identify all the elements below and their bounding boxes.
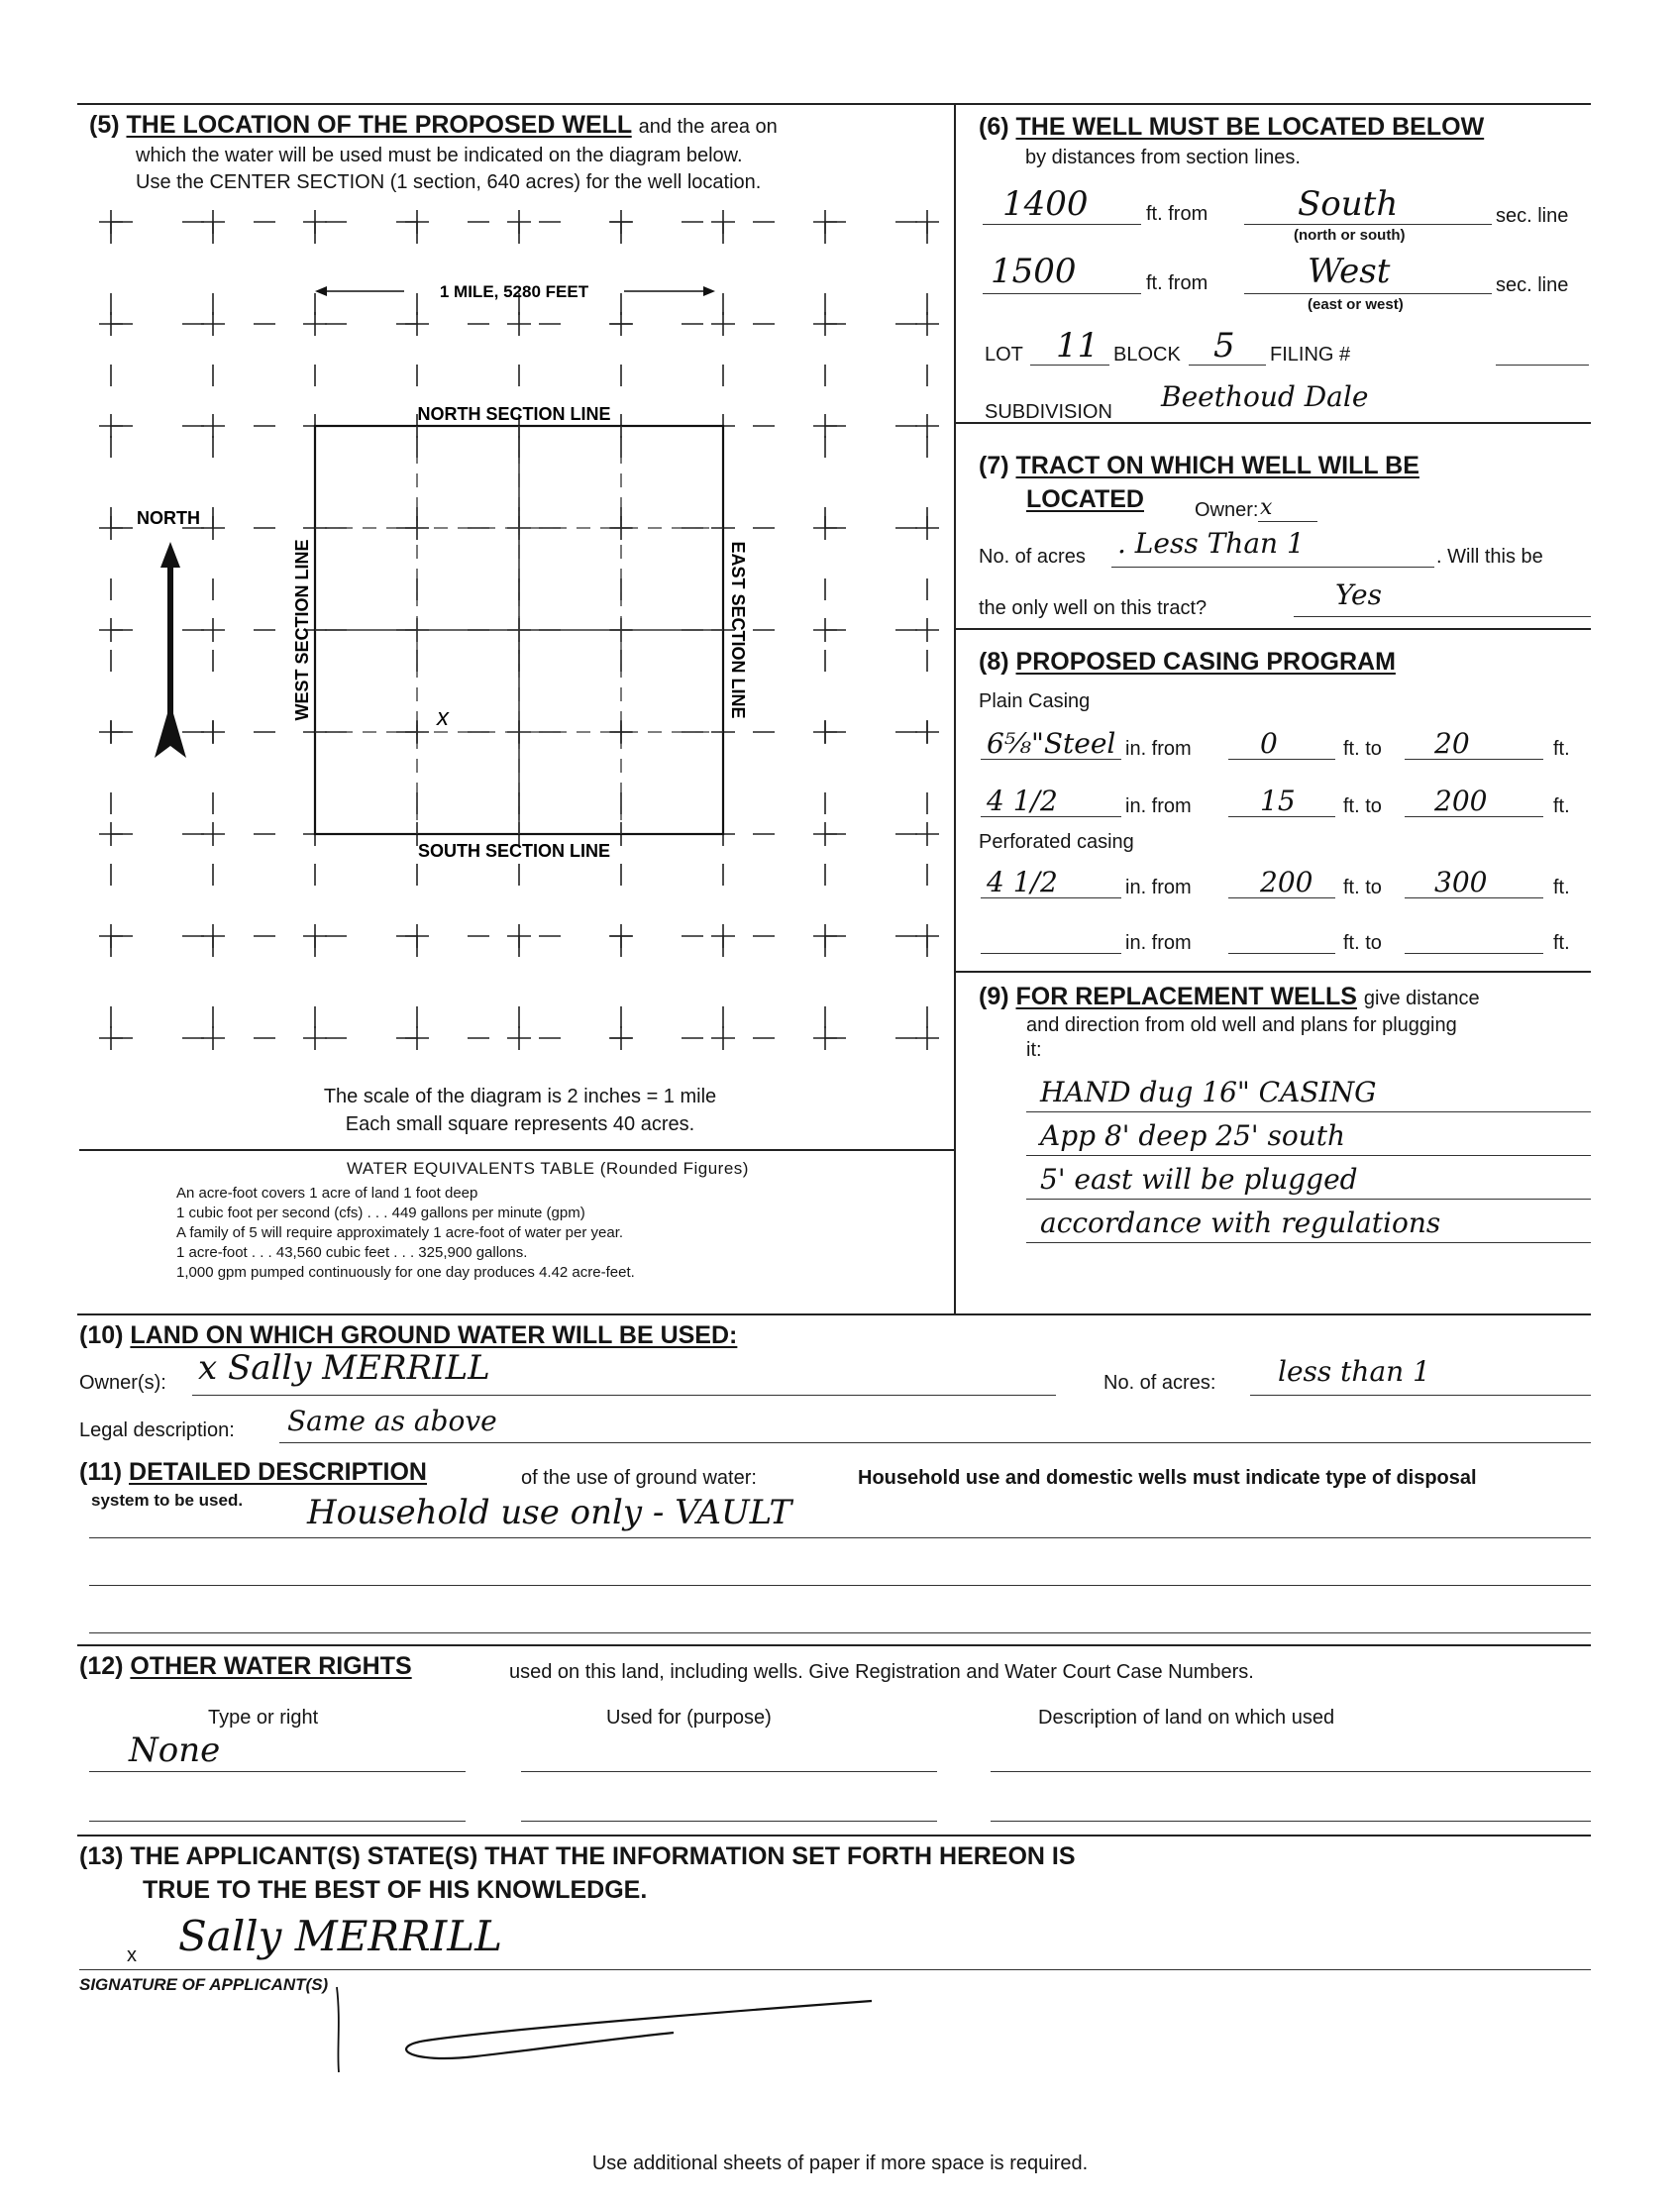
s13-number: (13) [79,1842,124,1870]
water-table-line: A family of 5 will require approximately 1 acre-foot of water per year. [176,1224,624,1241]
s9-answer-underline [1026,1242,1591,1243]
s11-disposal-instruction: Household use and domestic wells must indicate type of disposal [858,1467,1477,1489]
casing-in-from: in. from [1125,932,1192,954]
lot-label: LOT [985,344,1023,366]
s5-heading [89,111,778,139]
s12-number: (12) [79,1652,124,1680]
distance-2-direction: West [1308,252,1391,291]
s8-number: (8) [979,648,1009,676]
s11-number: (11) [79,1458,123,1486]
s10-acres-value: less than 1 [1278,1355,1430,1388]
s8-title: PROPOSED CASING PROGRAM [1015,648,1396,676]
casing-from-line [1228,953,1335,954]
s5-title-rest: and the area on [638,116,778,138]
casing-size-line [981,953,1121,954]
casing-to: 300 [1434,866,1488,898]
s9-answer-line: accordance with regulations [1040,1207,1441,1239]
s7-acres-value: . Less Than 1 [1117,527,1305,560]
distance-2-sec-line: sec. line [1496,274,1569,296]
s9-instruction-line3: it: [1026,1039,1042,1061]
s9-answer-underline [1026,1199,1591,1200]
distance-2-ft-from: ft. from [1146,272,1208,294]
casing-ft: ft. [1553,795,1570,817]
s6-subtitle: by distances from section lines. [1025,147,1301,168]
water-table-line: An acre-foot covers 1 acre of land 1 foot deep [176,1185,478,1202]
casing-from: 15 [1260,785,1296,817]
s9-answer-line: 5' east will be plugged [1040,1163,1358,1196]
north-arrow-icon [155,542,186,758]
s12-heading [79,1652,412,1680]
perforated-casing-label: Perforated casing [979,831,1134,853]
s8-bottom-rule [955,971,1591,973]
s11-title-rest: of the use of ground water: [521,1467,757,1489]
s13-statement-line2: TRUE TO THE BEST OF HIS KNOWLEDGE. [143,1876,648,1904]
s7-heading [979,452,1419,479]
s12-col-purpose: Used for (purpose) [606,1707,772,1729]
distance-2-value: 1500 [991,252,1077,291]
casing-from: 0 [1260,727,1278,760]
distance-1-sec-line: sec. line [1496,205,1569,227]
s5-title: THE LOCATION OF THE PROPOSED WELL [126,111,632,139]
signature-label: SIGNATURE OF APPLICANT(S) [79,1975,329,1994]
s12-answer: None [129,1731,221,1770]
casing-from: 200 [1260,866,1313,898]
s11-answer: Household use only - VAULT [307,1493,792,1532]
signature-flourish [297,1981,892,2090]
s9-answer-line: HAND dug 16" CASING [1040,1076,1377,1108]
block-label: BLOCK [1113,344,1181,366]
column-divider [954,103,956,1313]
s5-number: (5) [89,111,120,139]
casing-in-from: in. from [1125,738,1192,760]
s6-number: (6) [979,113,1009,141]
s8-heading [979,648,1396,676]
casing-ft-to: ft. to [1343,877,1382,898]
west-section-line-label: WEST SECTION LINE [292,539,312,721]
s13-statement-line1: THE APPLICANT(S) STATE(S) THAT THE INFORMATION SET FORTH HEREON IS [130,1842,1076,1870]
applicant-signature: Sally MERRILL [178,1912,503,1960]
distance-1-direction: South [1298,184,1399,224]
diagram-scale-text: The scale of the diagram is 2 inches = 1 mile [323,1086,717,1107]
s10-heading [79,1321,737,1349]
s9-answer-underline [1026,1155,1591,1156]
signature-x: x [127,1944,137,1966]
s12-col-description: Description of land on which used [1038,1707,1335,1729]
s7-title-line1: TRACT ON WHICH WELL WILL BE [1015,452,1419,479]
s7-title-line2: LOCATED [1026,485,1144,513]
casing-size: 4 1/2 [987,866,1058,898]
casing-ft-to: ft. to [1343,738,1382,760]
legal-description-label: Legal description: [79,1419,235,1441]
s5-divider [79,1149,955,1151]
s10-number: (10) [79,1321,124,1349]
water-table-line: 1 acre-foot . . . 43,560 cubic feet . . . 325,900 gallons. [176,1244,528,1261]
s5-instruction-line3: Use the CENTER SECTION (1 section, 640 acres) for the well location. [136,171,762,193]
s7-bottom-rule [955,628,1591,630]
casing-in-from: in. from [1125,877,1192,898]
casing-to: 200 [1434,785,1488,817]
s9-number: (9) [979,983,1009,1010]
footer-note: Use additional sheets of paper if more space is required. [591,2152,1089,2174]
s9-answer-underline [1026,1111,1591,1112]
s12-instruction: used on this land, including wells. Give Registration and Water Court Case Numbers. [509,1661,1254,1683]
direction-1-hint: (north or south) [1294,227,1406,244]
direction-2-hint: (east or west) [1308,296,1404,313]
lot-value: 11 [1056,326,1100,366]
section-diagram [89,203,951,1065]
s9-title-rest: give distance [1363,988,1480,1009]
s5-instruction-line2: which the water will be used must be indicated on the diagram below. [136,145,743,166]
casing-to-line [1405,759,1543,760]
s9-title: FOR REPLACEMENT WELLS [1015,983,1357,1010]
north-label: NORTH [137,508,200,528]
s10-top-rule [77,1313,1591,1315]
legal-description-value: Same as above [287,1405,497,1437]
s10-acres-label: No. of acres: [1103,1372,1216,1394]
s12-col-type: Type or right [208,1707,319,1729]
water-table-line: 1,000 gpm pumped continuously for one day produces 4.42 acre-feet. [176,1264,635,1281]
east-section-line-label: EAST SECTION LINE [728,541,748,719]
distance-1-ft-from: ft. from [1146,203,1208,225]
casing-ft: ft. [1553,877,1570,898]
filing-label: FILING # [1270,344,1351,366]
s9-answer-line: App 8' deep 25' south [1040,1119,1346,1152]
casing-to-line [1405,953,1543,954]
s7-only-well-label: the only well on this tract? [979,597,1208,619]
casing-size: 4 1/2 [987,785,1058,817]
s12-top-rule [77,1644,1591,1646]
s7-acres-label: No. of acres [979,546,1086,568]
distance-1-value: 1400 [1002,184,1089,224]
s7-heading-line2 [1026,485,1144,513]
subdivision-value: Beethoud Dale [1161,380,1369,413]
water-table-title: WATER EQUIVALENTS TABLE (Rounded Figures) [347,1159,749,1178]
casing-ft-to: ft. to [1343,795,1382,817]
s7-number: (7) [979,452,1009,479]
s11-title: DETAILED DESCRIPTION [129,1458,427,1486]
casing-from-line [1228,759,1335,760]
north-section-line-label: NORTH SECTION LINE [417,404,611,424]
well-location-mark: x [437,704,449,731]
mile-label: 1 MILE, 5280 FEET [439,282,589,301]
casing-size: 6⅝"Steel [987,727,1116,760]
block-value: 5 [1213,326,1235,366]
water-table-line: 1 cubic foot per second (cfs) . . . 449 gallons per minute (gpm) [176,1205,585,1221]
s9-heading [979,983,1480,1012]
diagram-square-text: Each small square represents 40 acres. [345,1113,695,1135]
s11-instruction-line2: system to be used. [91,1491,244,1510]
s7-owner-value: x [1260,495,1273,520]
casing-in-from: in. from [1125,795,1192,817]
s13-heading [79,1842,1076,1870]
s7-owner-label: Owner: [1195,499,1259,521]
s13-top-rule [77,1835,1591,1837]
top-rule [77,103,1591,105]
casing-ft: ft. [1553,738,1570,760]
s9-instruction-line2: and direction from old well and plans for plugging [1026,1014,1457,1036]
casing-ft: ft. [1553,932,1570,954]
s7-only-well-value: Yes [1335,578,1382,611]
casing-ft-to: ft. to [1343,932,1382,954]
s10-owner-value: x Sally MERRILL [198,1348,490,1388]
s6-title: THE WELL MUST BE LOCATED BELOW [1015,113,1485,141]
s10-owner-label: Owner(s): [79,1372,166,1394]
subdivision-label: SUBDIVISION [985,401,1112,423]
casing-to: 20 [1434,727,1470,760]
s12-title: OTHER WATER RIGHTS [130,1652,412,1680]
s10-title: LAND ON WHICH GROUND WATER WILL BE USED: [130,1321,738,1349]
s6-heading [979,113,1484,141]
plain-casing-label: Plain Casing [979,690,1091,712]
south-section-line-label: SOUTH SECTION LINE [417,841,611,861]
s11-heading [79,1458,427,1486]
s7-will-this-be: . Will this be [1436,546,1543,568]
